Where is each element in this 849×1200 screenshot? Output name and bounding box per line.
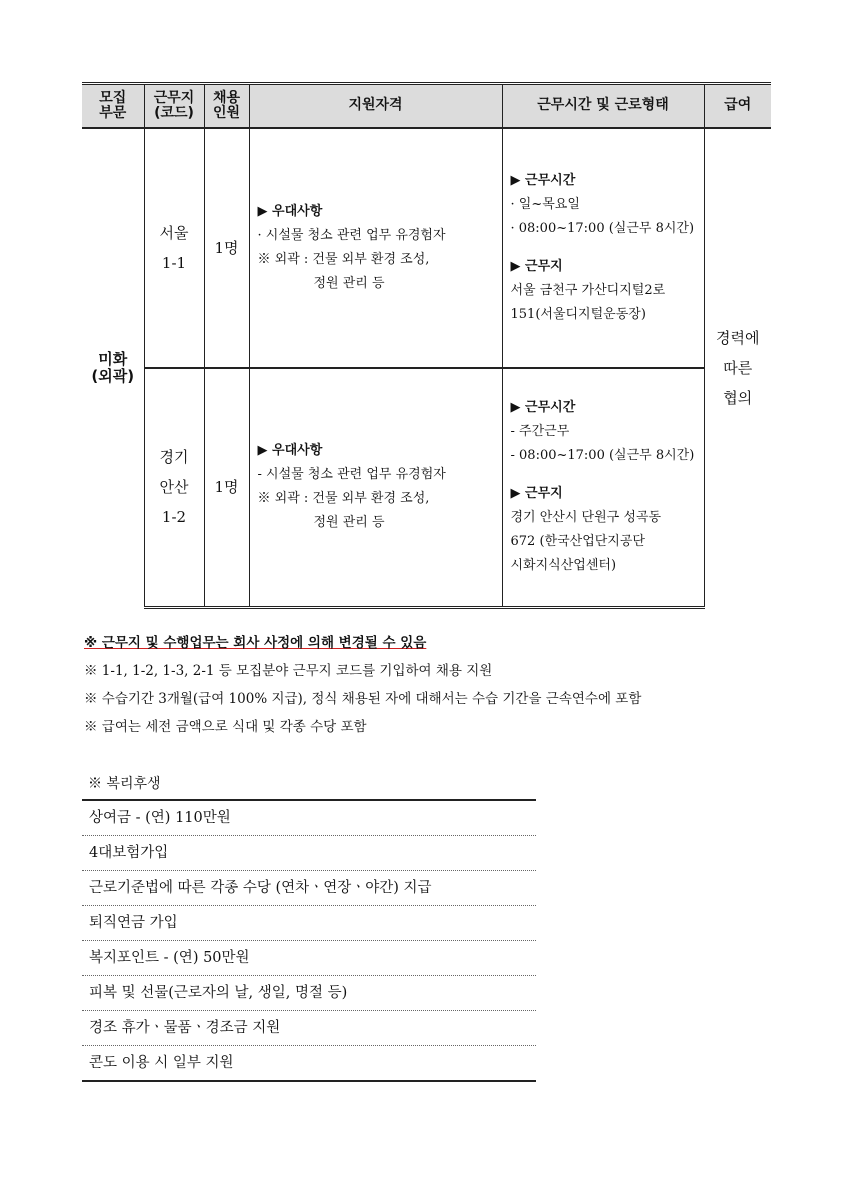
table-header-row (82, 84, 771, 128)
header-hours: 근무시간 및 근로형태 (502, 84, 704, 128)
hours-line: · 08:00~17:00 (실근무 8시간) (510, 220, 695, 236)
table-row (82, 368, 771, 608)
count-cell: 1명 (204, 368, 249, 608)
location-cell: 서울 1-1 (144, 128, 204, 368)
qualification-line: ※ 외곽 : 건물 외부 환경 조성, (257, 251, 430, 267)
site-line: 151(서울디지털운동장) (510, 306, 646, 322)
welfare-item: 복지포인트 - (연) 50만원 (82, 941, 536, 976)
note-line: ※ 수습기간 3개월(급여 100% 지급), 정식 채용된 자에 대해서는 수습 기간을 근속연수에 포함 (84, 691, 642, 707)
hours-line: - 주간근무 (510, 424, 570, 440)
qualification-line: 정원 관리 등 (313, 275, 385, 291)
header-pay: 급여 (704, 84, 771, 128)
hours-heading: ▶ 근무시간 (510, 400, 576, 416)
header-category: 모집 부문 (82, 84, 144, 128)
note-line: ※ 1-1, 1-2, 1-3, 2-1 등 모집분야 근무지 코드를 기입하여 채용 지원 (84, 663, 493, 679)
site-line: 서울 금천구 가산디지털2로 (510, 282, 666, 298)
table-row (82, 128, 771, 368)
site-heading: ▶ 근무지 (510, 486, 563, 502)
welfare-item: 상여금 - (연) 110만원 (82, 801, 536, 836)
qualification-cell (249, 128, 502, 368)
qualification-line: - 시설물 청소 관련 업무 유경험자 (257, 467, 446, 483)
qualification-heading: ▶ 우대사항 (257, 443, 323, 459)
site-line: 경기 안산시 단원구 성곡동 (510, 510, 662, 526)
note-line: ※ 근무지 및 수행업무는 회사 사정에 의해 변경될 수 있음 (84, 635, 427, 651)
note-line: ※ 급여는 세전 금액으로 식대 및 각종 수당 포함 (84, 719, 367, 735)
qualification-heading: ▶ 우대사항 (257, 203, 323, 219)
pay-cell: 경력에 따른 협의 (704, 128, 771, 608)
welfare-item: 경조 휴가ㆍ물품ㆍ경조금 지원 (82, 1011, 536, 1046)
site-heading: ▶ 근무지 (510, 258, 563, 274)
welfare-item: 피복 및 선물(근로자의 날, 생일, 명절 등) (82, 976, 536, 1011)
header-count: 채용 인원 (204, 84, 249, 128)
category-cell: 미화 (외곽) (82, 128, 144, 608)
location-cell: 경기 안산 1-2 (144, 368, 204, 608)
welfare-table (82, 799, 536, 1082)
qualification-cell (249, 368, 502, 608)
header-location: 근무지 (코드) (144, 84, 204, 128)
notes-section (84, 629, 784, 741)
qualification-line: · 시설물 청소 관련 업무 유경험자 (257, 227, 446, 243)
site-line: 시화지식산업센터) (510, 558, 617, 574)
qualification-line: 정원 관리 등 (313, 515, 385, 531)
welfare-item: 콘도 이용 시 일부 지원 (89, 1055, 234, 1071)
welfare-title: ※ 복리후생 (88, 776, 161, 792)
count-cell: 1명 (204, 128, 249, 368)
hours-heading: ▶ 근무시간 (510, 172, 576, 188)
qualification-line: ※ 외곽 : 건물 외부 환경 조성, (257, 491, 430, 507)
hours-cell (502, 368, 704, 608)
welfare-item: 퇴직연금 가입 (82, 906, 536, 941)
header-qualification: 지원자격 (249, 84, 502, 128)
hours-cell (502, 128, 704, 368)
recruitment-table (82, 82, 771, 609)
hours-line: - 08:00~17:00 (실근무 8시간) (510, 448, 695, 464)
welfare-item: 4대보험가입 (82, 836, 536, 871)
site-line: 672 (한국산업단지공단 (510, 534, 645, 550)
welfare-item: 근로기준법에 따른 각종 수당 (연차ㆍ연장ㆍ야간) 지급 (82, 871, 536, 906)
hours-line: · 일~목요일 (510, 196, 580, 212)
